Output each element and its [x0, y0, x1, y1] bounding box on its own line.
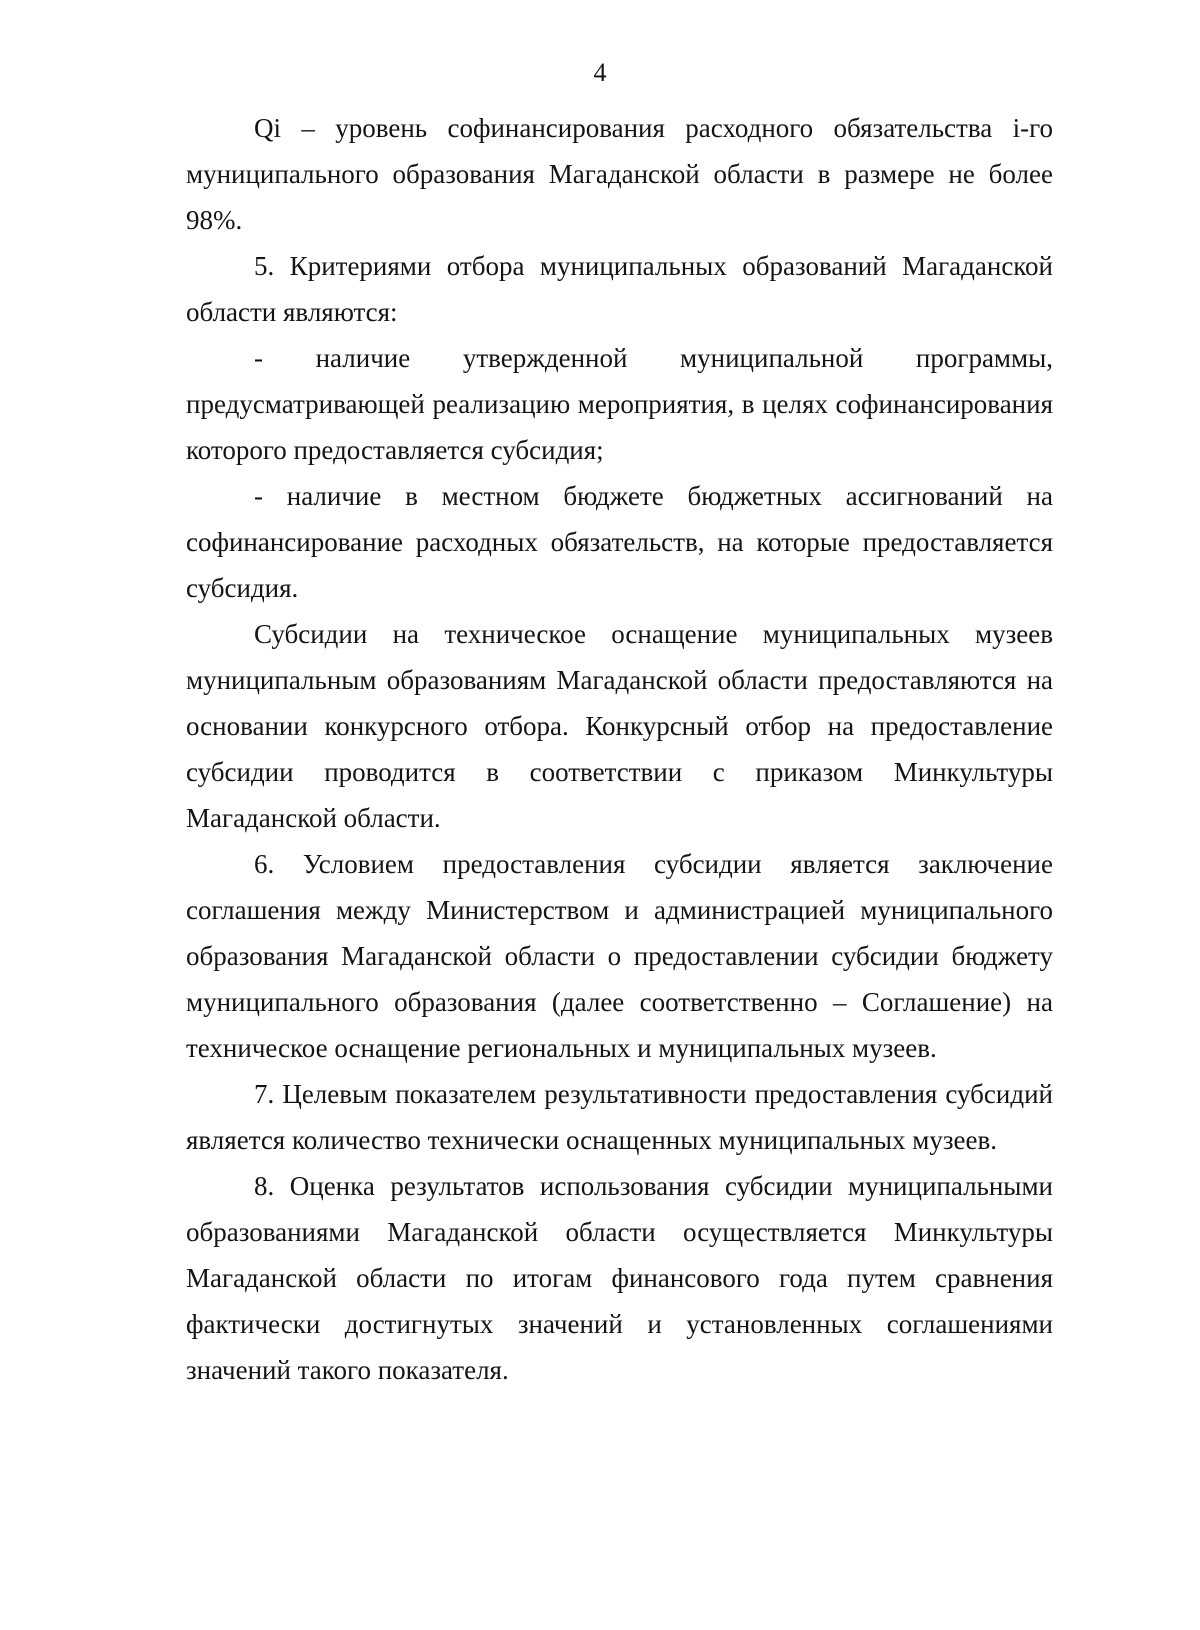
paragraph-selection-criteria: 5. Критериями отбора муниципальных образований Магаданской области являются: — [186, 251, 1053, 327]
document-body — [186, 105, 1053, 1393]
paragraph-competitive-selection: Субсидии на техническое оснащение муниципальных музеев муниципальным образованиям Магаданской области предоставляются на основании конкурсного отбора. Конкурсный отбор на предоставление субсидии проводится в соответствии с приказом Минкультуры Магаданской области. — [186, 619, 1053, 833]
list-item-budget-allocations: - наличие в местном бюджете бюджетных ассигнований на софинансирование расходных обязательств, на которые предоставляется субсидия. — [186, 481, 1053, 603]
paragraph-qi-definition: Qi – уровень софинансирования расходного обязательства i-го муниципального образования Магаданской области в размере не более 98%. — [186, 113, 1053, 235]
paragraph-condition-agreement: 6. Условием предоставления субсидии является заключение соглашения между Министерством и администрацией муниципального образования Магаданской области о предоставлении субсидии бюджету муниципального образования (далее соответственно – Соглашение) на техническое оснащение региональных и муниципальных музеев. — [186, 849, 1053, 1063]
list-item-municipal-program: - наличие утвержденной муниципальной программы, предусматривающей реализацию мероприятия, в целях софинансирования которого предоставляется субсидия; — [186, 343, 1053, 465]
page-number: 4 — [593, 58, 607, 87]
paragraph-results-assessment: 8. Оценка результатов использования субсидии муниципальными образованиями Магаданской области осуществляется Минкультуры Магаданской области по итогам финансового года путем сравнения фактически достигнутых значений и установленных соглашениями значений такого показателя. — [186, 1171, 1053, 1385]
paragraph-target-indicator: 7. Целевым показателем результативности предоставления субсидий является количество технически оснащенных муниципальных музеев. — [186, 1079, 1053, 1155]
